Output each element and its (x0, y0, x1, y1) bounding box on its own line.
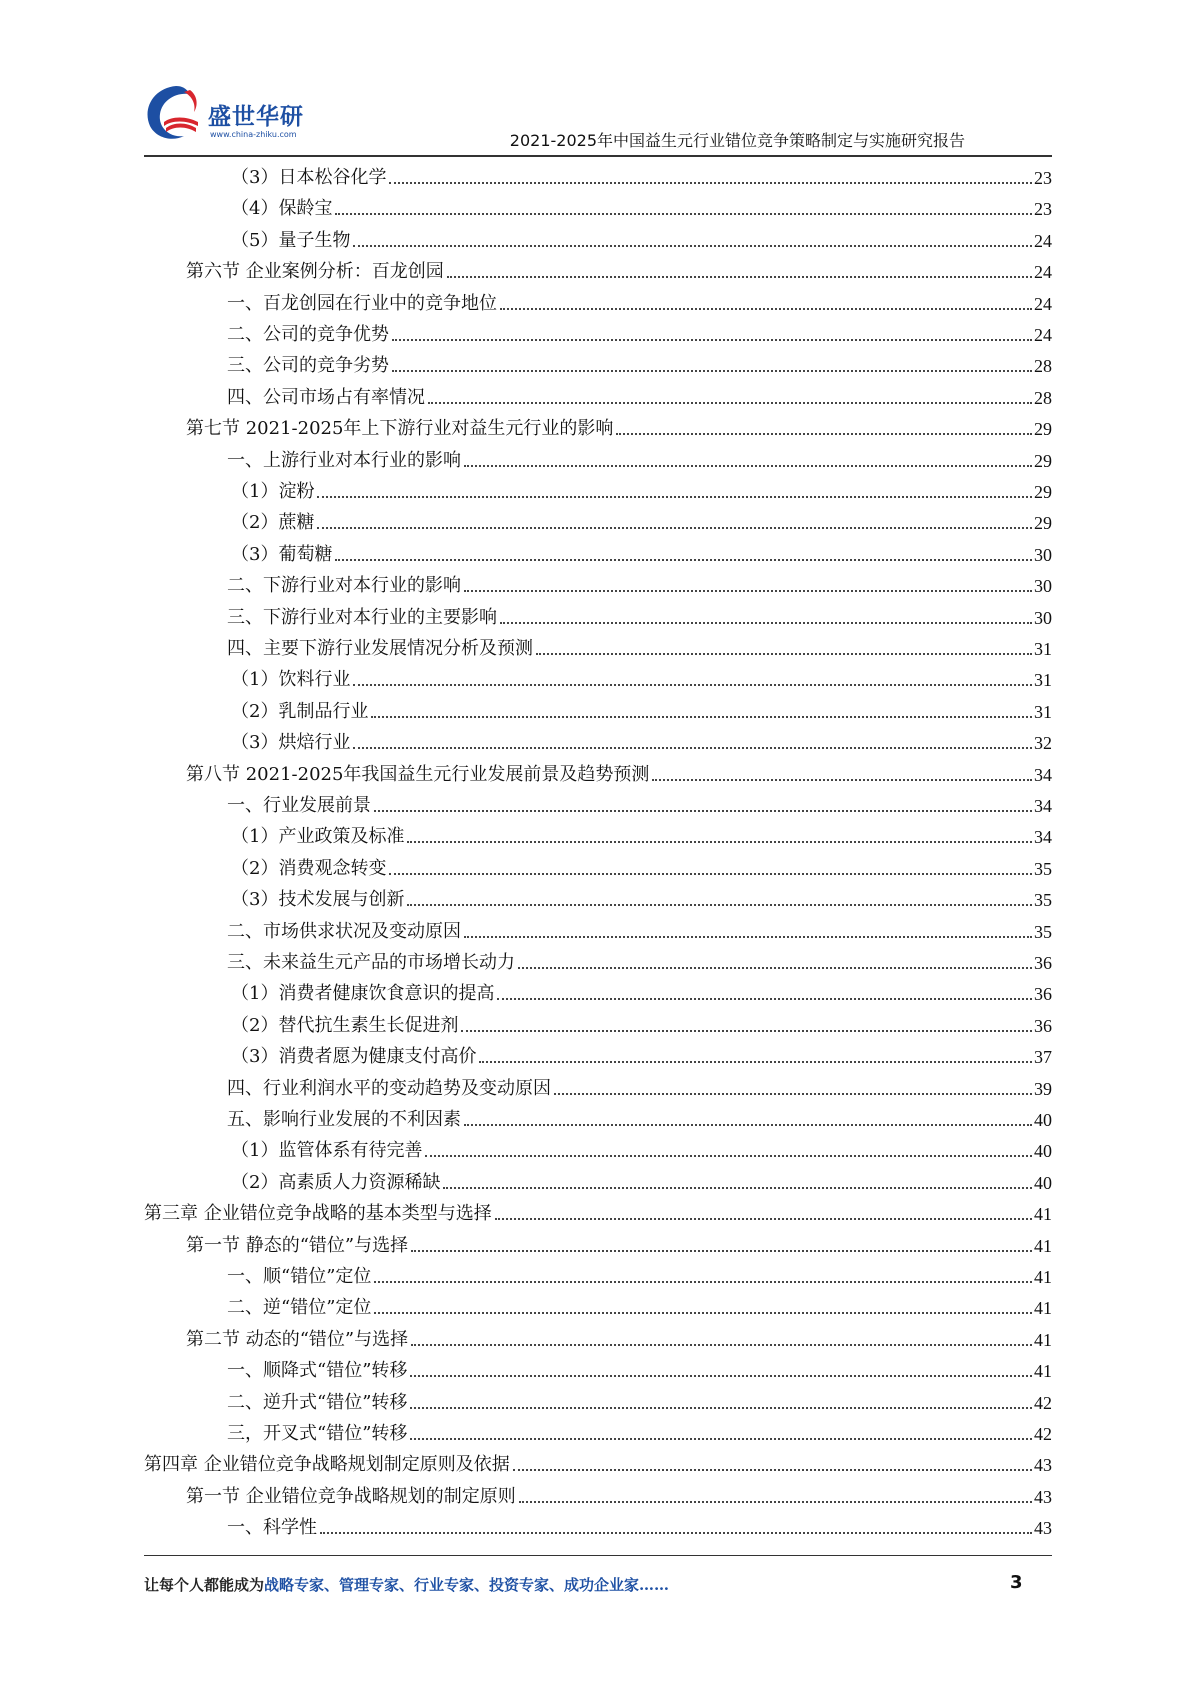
toc-entry-title: （3）烘焙行业 (231, 732, 351, 754)
toc-entry-page: 31 (1034, 670, 1052, 691)
toc-entry-page: 24 (1034, 325, 1052, 345)
toc-entry (231, 849, 1052, 880)
toc-entry-page: 29 (1034, 419, 1052, 440)
toc-entry-page: 29 (1034, 450, 1052, 471)
toc-entry-page: 41 (1034, 1235, 1052, 1256)
toc-leader-dots (410, 1375, 1032, 1377)
toc-entry-title: 第六节 企业案例分析：百龙创园 (186, 261, 444, 283)
toc-entry (231, 1006, 1052, 1037)
toc-entry (227, 566, 1052, 597)
toc-entry (227, 1288, 1052, 1319)
footer-slogan (144, 1574, 669, 1595)
toc-entry (186, 252, 1052, 283)
logo-url: www.china-zhiku.com (210, 130, 297, 139)
toc-entry-title: 三、下游行业对本行业的主要影响 (227, 606, 497, 628)
toc-leader-dots (374, 1312, 1032, 1314)
toc-entry-title: 一、科学性 (227, 1517, 317, 1539)
toc-leader-dots (410, 1407, 1032, 1409)
toc-leader-dots (317, 527, 1032, 529)
toc-leader-dots (464, 1124, 1032, 1126)
toc-entry-page: 41 (1034, 1204, 1052, 1225)
toc-entry-page: 30 (1034, 544, 1052, 565)
toc-entry-title: 一、顺“错位”定位 (227, 1266, 372, 1287)
toc-entry-title: （2）蔗糖 (231, 512, 315, 534)
toc-entry-title: 三，开叉式“错位”转移 (227, 1423, 408, 1444)
toc-entry-title: 第一节 企业错位竞争战略规划的制定原则 (186, 1485, 516, 1507)
toc-entry-title: 一、顺降式“错位”转移 (227, 1360, 408, 1382)
toc-entry-page: 31 (1034, 639, 1052, 659)
toc-entry-title: （1）消费者健康饮食意识的提高 (231, 983, 495, 1005)
toc-entry-page: 43 (1034, 1486, 1052, 1507)
toc-entry (231, 880, 1052, 911)
toc-entry (227, 1414, 1052, 1445)
toc-entry-page: 23 (1034, 168, 1052, 188)
toc-entry-title: 第八节 2021-2025年我国益生元行业发展前景及趋势预测 (186, 763, 650, 785)
toc-leader-dots (392, 370, 1032, 372)
toc-entry-page: 24 (1034, 293, 1052, 314)
toc-entry (227, 315, 1052, 346)
logo-swoosh-icon (140, 82, 210, 148)
toc-entry-page: 41 (1034, 1298, 1052, 1319)
toc-entry-title: 一、上游行业对本行业的影响 (227, 449, 461, 471)
toc-leader-dots (353, 747, 1032, 749)
toc-entry (186, 1477, 1052, 1508)
toc-leader-dots (497, 998, 1032, 1000)
toc-leader-dots (353, 245, 1032, 247)
toc-entry (231, 472, 1052, 503)
toc-entry-page: 42 (1034, 1424, 1052, 1444)
toc-entry-page: 40 (1034, 1141, 1052, 1162)
toc-entry (227, 943, 1052, 974)
toc-entry-page: 23 (1034, 199, 1052, 220)
toc-leader-dots (389, 873, 1032, 875)
toc-entry (227, 1383, 1052, 1414)
toc-entry-page: 43 (1034, 1455, 1052, 1476)
toc-entry (231, 158, 1052, 189)
toc-entry-page: 31 (1034, 701, 1052, 722)
toc-entry (231, 660, 1052, 691)
toc-leader-dots (371, 716, 1032, 718)
toc-entry-page: 24 (1034, 230, 1052, 251)
toc-entry-title: （1）饮料行业 (231, 669, 351, 691)
toc-entry (186, 1226, 1052, 1257)
toc-entry-title: 二、下游行业对本行业的影响 (227, 575, 461, 597)
footer-slogan-prefix: 让每个人都能成为 (144, 1576, 265, 1594)
toc-entry (186, 755, 1052, 786)
toc-entry-page: 36 (1034, 1015, 1052, 1036)
toc-entry-page: 28 (1034, 387, 1052, 408)
toc-leader-dots (335, 559, 1032, 561)
toc-leader-dots (353, 684, 1032, 686)
toc-leader-dots (652, 779, 1032, 781)
toc-entry-title: （1）淀粉 (231, 481, 315, 502)
toc-leader-dots (392, 339, 1032, 341)
toc-leader-dots (464, 936, 1032, 938)
toc-entry-page: 36 (1034, 953, 1052, 973)
toc-entry-title: （5）量子生物 (231, 229, 351, 251)
toc-entry (186, 409, 1052, 440)
toc-leader-dots (389, 182, 1032, 184)
toc-entry (231, 1131, 1052, 1162)
toc-leader-dots (443, 1187, 1032, 1189)
toc-entry-page: 34 (1034, 764, 1052, 785)
toc-leader-dots (320, 1532, 1032, 1534)
toc-entry-title: 二、市场供求状况及变动原因 (227, 920, 461, 942)
toc-entry-page: 37 (1034, 1047, 1052, 1068)
toc-entry-title: （2）高素质人力资源稀缺 (231, 1171, 441, 1193)
toc-leader-dots (554, 1093, 1032, 1095)
toc-entry (227, 441, 1052, 472)
toc-leader-dots (464, 465, 1032, 467)
toc-entry-title: 第七节 2021-2025年上下游行业对益生元行业的影响 (186, 418, 614, 440)
toc-entry-page: 35 (1034, 858, 1052, 879)
toc-entry (144, 1194, 1052, 1225)
toc-entry (227, 378, 1052, 409)
toc-entry (227, 1069, 1052, 1100)
toc-leader-dots (464, 590, 1032, 592)
toc-leader-dots (407, 904, 1032, 906)
toc-entry (231, 1037, 1052, 1068)
toc-entry (227, 1508, 1052, 1539)
toc-entry-page: 29 (1034, 513, 1052, 534)
toc-entry-title: 四、主要下游行业发展情况分析及预测 (227, 638, 533, 659)
toc-leader-dots (513, 1469, 1032, 1471)
toc-entry-title: （4）保龄宝 (231, 198, 333, 220)
toc-entry-title: 第一节 静态的“错位”与选择 (186, 1234, 409, 1256)
toc-leader-dots (411, 1250, 1032, 1252)
toc-entry (227, 786, 1052, 817)
toc-entry-page: 41 (1034, 1329, 1052, 1350)
toc-entry-page: 35 (1034, 890, 1052, 911)
toc-leader-dots (317, 496, 1032, 498)
toc-entry-page: 43 (1034, 1518, 1052, 1539)
logo-name: 盛世华研 (208, 104, 304, 130)
toc-entry-title: 二、公司的竞争优势 (227, 324, 389, 345)
toc-leader-dots (374, 810, 1032, 812)
toc-entry-page: 39 (1034, 1078, 1052, 1099)
toc-entry-page: 41 (1034, 1267, 1052, 1287)
toc-entry-title: 五、影响行业发展的不利因素 (227, 1109, 461, 1130)
toc-entry (231, 535, 1052, 566)
toc-leader-dots (461, 1030, 1032, 1032)
toc-entry-title: 一、行业发展前景 (227, 795, 371, 816)
toc-entry (231, 1163, 1052, 1194)
toc-entry-page: 28 (1034, 356, 1052, 377)
toc-entry-title: （3）消费者愿为健康支付高价 (231, 1046, 477, 1068)
toc-entry-title: 三、公司的竞争劣势 (227, 355, 389, 377)
toc-leader-dots (500, 308, 1032, 310)
toc-leader-dots (500, 622, 1032, 624)
report-title: 2021-2025年中国益生元行业错位竞争策略制定与实施研究报告 (509, 131, 965, 150)
toc-leader-dots (518, 967, 1032, 969)
toc-entry-title: （3）葡萄糖 (231, 543, 333, 565)
toc-leader-dots (479, 1061, 1032, 1063)
toc-leader-dots (407, 841, 1032, 843)
toc-entry-page: 32 (1034, 733, 1052, 754)
toc-leader-dots (428, 402, 1032, 404)
toc-entry-page: 24 (1034, 262, 1052, 283)
toc-entry (231, 817, 1052, 848)
toc-entry-page: 41 (1034, 1361, 1052, 1382)
toc-entry-title: 一、百龙创园在行业中的竞争地位 (227, 292, 497, 314)
toc-leader-dots (616, 433, 1032, 435)
header-divider (144, 155, 1052, 157)
toc-entry-title: 二、逆升式“错位”转移 (227, 1391, 408, 1413)
toc-entry (227, 912, 1052, 943)
toc-entry (227, 598, 1052, 629)
toc-entry-page: 40 (1034, 1172, 1052, 1193)
toc-leader-dots (335, 213, 1032, 215)
toc-entry (227, 629, 1052, 660)
toc-entry (227, 1257, 1052, 1288)
toc-entry (231, 221, 1052, 252)
toc-entry-title: （2）替代抗生素生长促进剂 (231, 1014, 459, 1036)
toc-entry-page: 34 (1034, 796, 1052, 816)
toc-entry-title: （3）日本松谷化学 (231, 167, 387, 188)
toc-entry-page: 30 (1034, 576, 1052, 597)
toc-entry-title: 三、未来益生元产品的市场增长动力 (227, 952, 515, 973)
toc-entry (231, 974, 1052, 1005)
toc-entry-title: （3）技术发展与创新 (231, 889, 405, 911)
toc-entry (231, 503, 1052, 534)
toc-leader-dots (519, 1501, 1032, 1503)
toc-entry (144, 1445, 1052, 1476)
toc-entry (231, 723, 1052, 754)
toc-entry-page: 40 (1034, 1110, 1052, 1130)
page-number: 3 (1010, 1572, 1023, 1593)
toc-entry (231, 692, 1052, 723)
toc-entry-page: 30 (1034, 607, 1052, 628)
toc-leader-dots (447, 276, 1032, 278)
toc-entry-page: 35 (1034, 921, 1052, 942)
toc-leader-dots (536, 653, 1032, 655)
toc-leader-dots (495, 1218, 1032, 1220)
toc-entry-page: 29 (1034, 482, 1052, 502)
page-header (0, 0, 1191, 160)
toc-entry-title: （2）消费观念转变 (231, 857, 387, 879)
toc-entry-page: 36 (1034, 984, 1052, 1005)
toc-entry (227, 1100, 1052, 1131)
toc-entry (186, 1320, 1052, 1351)
toc-entry-title: 第四章 企业错位竞争战略规划制定原则及依据 (144, 1454, 510, 1476)
company-logo (140, 82, 310, 152)
footer-slogan-highlight: 战略专家、管理专家、行业专家、投资专家、成功企业家…… (264, 1576, 670, 1594)
toc-leader-dots (410, 1438, 1032, 1440)
toc-entry-title: 第二节 动态的“错位”与选择 (186, 1328, 409, 1350)
toc-entry-title: 第三章 企业错位竞争战略的基本类型与选择 (144, 1203, 492, 1225)
toc-entry-title: （1）监管体系有待完善 (231, 1140, 423, 1162)
toc-entry (227, 1351, 1052, 1382)
toc-entry-title: 四、行业利润水平的变动趋势及变动原因 (227, 1077, 551, 1099)
toc-entry (227, 346, 1052, 377)
footer-divider (144, 1555, 1052, 1556)
toc-leader-dots (374, 1281, 1032, 1283)
toc-entry-page: 34 (1034, 827, 1052, 848)
toc-leader-dots (425, 1155, 1032, 1157)
toc-entry-title: 二、逆“错位”定位 (227, 1297, 372, 1319)
toc-entry (231, 189, 1052, 220)
toc-entry-title: 四、公司市场占有率情况 (227, 386, 425, 408)
toc-entry (227, 284, 1052, 315)
toc-entry-page: 42 (1034, 1392, 1052, 1413)
toc-entry-title: （1）产业政策及标准 (231, 826, 405, 848)
toc-entry-title: （2）乳制品行业 (231, 700, 369, 722)
toc-leader-dots (411, 1344, 1032, 1346)
